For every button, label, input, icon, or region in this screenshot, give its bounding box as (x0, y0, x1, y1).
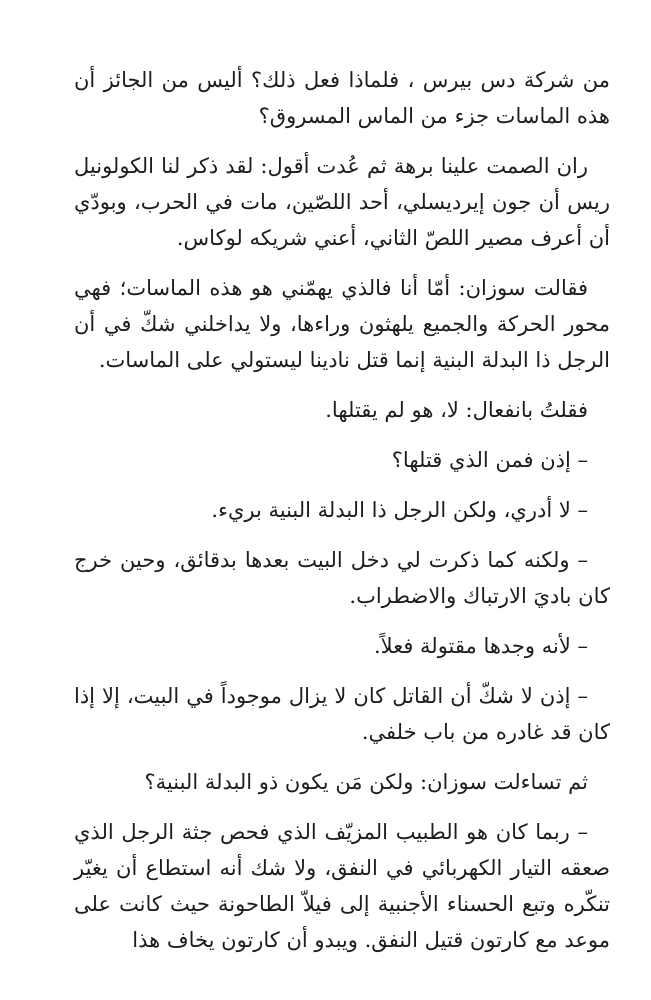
paragraph-5: – إذن فمن الذي قتلها؟ (391, 448, 588, 472)
paragraph-11: – ربما كان هو الطبيب المزيّف الذي فحص جثة الرجل الذي صعقه التيار الكهربائي في النفق، ولا شك أنه استطاع أن يغيّر تنكّره وتبع الحسناء الأجنبية إلى فيلاّ الطاحونة حيث كانت على موعد مع كارتون قتيل النفق. ويبدو أن كارتون يخاف هذا (74, 820, 610, 952)
paragraph-7: – ولكنه كما ذكرت لي دخل البيت بعدها بدقائق، وحين خرج كان باديَ الارتباك والاضطراب. (74, 548, 610, 608)
paragraph-8: – لأنه وجدها مقتولة فعلاً. (374, 634, 588, 658)
paragraph-4: فقلتُ بانفعال: لا، هو لم يقتلها. (325, 398, 588, 422)
paragraph-9: – إذن لا شكّ أن القاتل كان لا يزال موجوداً في البيت، إلا إذا كان قد غادره من باب خلفي. (74, 684, 610, 744)
paragraph-6: – لا أدري، ولكن الرجل ذا البدلة البنية بريء. (211, 498, 588, 522)
paragraph-2: ران الصمت علينا برهة ثم عُدت أقول: لقد ذكر لنا الكولونيل ريس أن جون إيرديسلي، أحد اللصّين، مات في الحرب، وبودّي أن أعرف مصير اللصّ الثاني، أعني شريكه لوكاس. (74, 154, 610, 250)
page-text (74, 62, 610, 972)
paragraph-1: من شركة دس بيرس ، فلماذا فعل ذلك؟ أليس من الجائز أن هذه الماسات جزء من الماس المسروق؟ (74, 68, 610, 128)
paragraph-3: فقالت سوزان: أمّا أنا فالذي يهمّني هو هذه الماسات؛ فهي محور الحركة والجميع يلهثون وراءها، ولا يداخلني شكّ في أن الرجل ذا البدلة البنية إنما قتل نادينا ليستولي على الماسات. (74, 276, 610, 372)
paragraph-10: ثم تساءلت سوزان: ولكن مَن يكون ذو البدلة البنية؟ (144, 770, 588, 794)
